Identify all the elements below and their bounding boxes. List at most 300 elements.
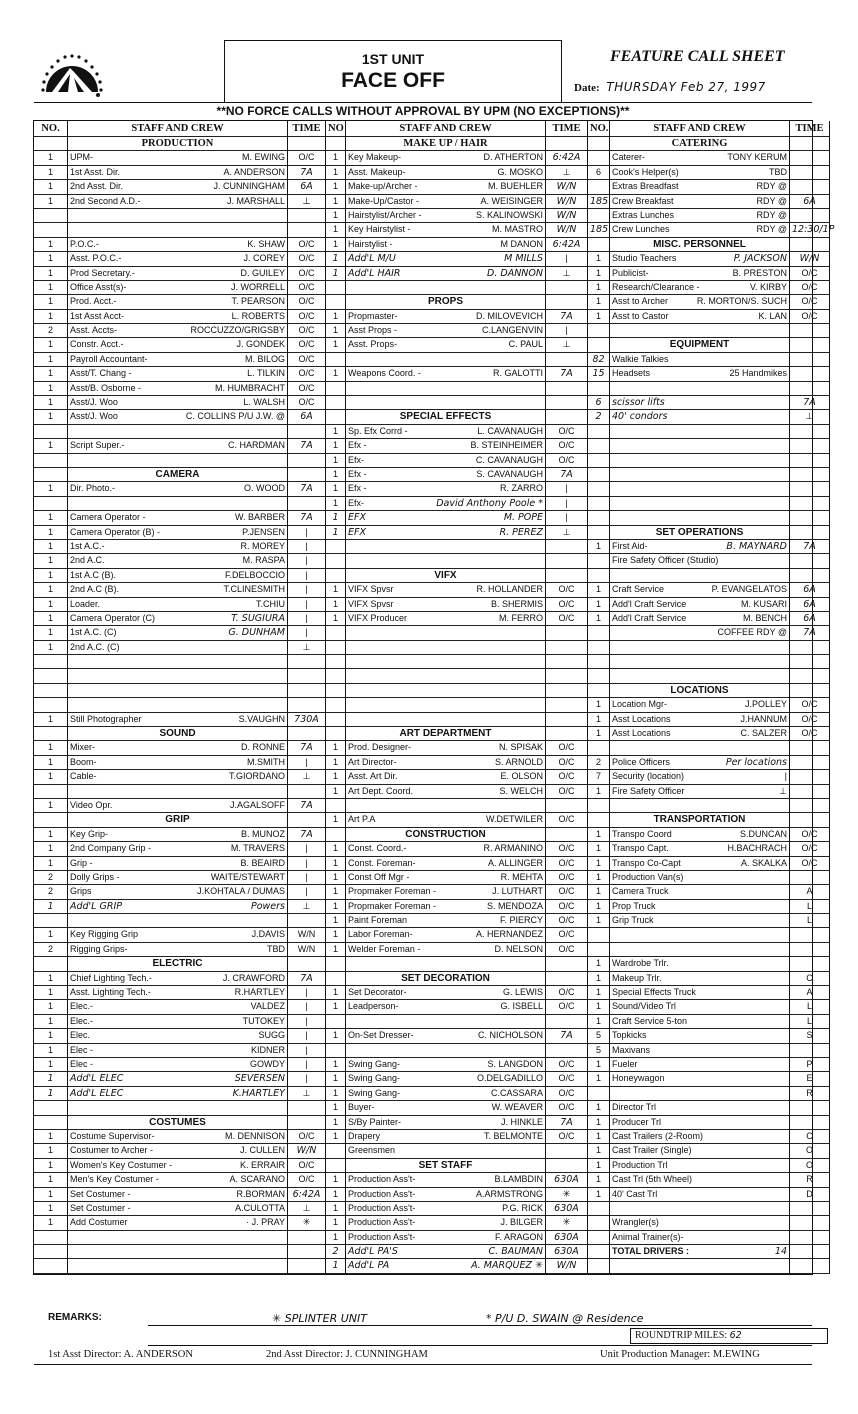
row-number xyxy=(34,957,68,971)
call-time: C xyxy=(790,972,830,986)
call-time: | xyxy=(288,1044,326,1058)
crew-entry xyxy=(68,195,288,209)
crew-count xyxy=(326,799,346,813)
crew-name: SEVERSEN xyxy=(234,1073,285,1085)
call-time: ⊥ xyxy=(546,338,588,352)
crew-name: G. DUNHAM xyxy=(228,627,285,639)
crew-name: D. RONNE xyxy=(240,742,285,753)
role-label: Animal Trainer(s)- xyxy=(612,1231,684,1242)
crew-count: 1 xyxy=(326,425,346,439)
crew-count: 1 xyxy=(326,1202,346,1216)
role-label: Hairstylist - xyxy=(348,238,393,249)
crew-entry xyxy=(610,382,790,396)
crew-name: L. CAVANAUGH xyxy=(477,425,543,436)
crew-name: R. GALOTTI xyxy=(492,368,543,379)
role-label: Asst/T. Chang - xyxy=(70,368,132,379)
call-time: O/C xyxy=(546,756,588,770)
crew-name: K. ERRAIR xyxy=(239,1159,285,1170)
crew-entry xyxy=(346,526,546,540)
crew-name: R. ARMANINO xyxy=(483,843,543,854)
crew-count: 1 xyxy=(326,598,346,612)
crew-entry xyxy=(68,267,288,281)
role-label: Swing Gang- xyxy=(348,1059,401,1069)
crew-entry xyxy=(610,295,790,309)
crew-entry xyxy=(346,338,546,352)
crew-count xyxy=(34,1245,68,1259)
crew-count xyxy=(326,1144,346,1158)
crew-entry xyxy=(610,569,790,583)
call-time xyxy=(288,223,326,237)
crew-count: 1 xyxy=(34,828,68,842)
call-time: | xyxy=(288,1058,326,1072)
call-time: 7A xyxy=(288,439,326,453)
crew-count: 1 xyxy=(588,828,610,842)
call-time: O/C xyxy=(546,871,588,885)
crew-count: 1 xyxy=(34,396,68,410)
crew-count: 1 xyxy=(34,857,68,871)
call-time xyxy=(790,511,830,525)
crew-entry xyxy=(610,497,790,511)
call-time xyxy=(546,727,588,741)
call-time: O/C xyxy=(288,1173,326,1187)
crew-count: 1 xyxy=(34,1173,68,1187)
crew-entry xyxy=(610,1216,790,1230)
crew-count: 1 xyxy=(588,871,610,885)
call-time xyxy=(790,957,830,971)
crew-name: M. BUEHLER xyxy=(487,181,543,192)
crew-count: 1 xyxy=(34,756,68,770)
crew-entry xyxy=(68,986,288,1000)
crew-count: 1 xyxy=(326,1087,346,1101)
crew-name: RDY @ xyxy=(756,181,787,192)
role-label: Key Grip- xyxy=(70,828,109,839)
row-number xyxy=(326,295,346,309)
crew-count: 1 xyxy=(34,713,68,727)
call-time xyxy=(790,497,830,511)
role-label: Caterer- xyxy=(612,152,646,163)
role-label: Greensmen xyxy=(348,1145,396,1156)
crew-name: R. HOLLANDER xyxy=(476,584,543,595)
call-time xyxy=(790,943,830,957)
crew-entry xyxy=(610,943,790,957)
remarks-rule xyxy=(148,1325,812,1326)
crew-entry xyxy=(68,295,288,309)
crew-entry xyxy=(610,741,790,755)
call-time: O/C xyxy=(546,770,588,784)
call-time xyxy=(790,468,830,482)
call-time xyxy=(288,209,326,223)
role-label: Art Director- xyxy=(348,756,397,767)
crew-name: J.HANNUM xyxy=(740,713,787,724)
crew-entry xyxy=(68,612,288,626)
crew-entry xyxy=(346,1044,546,1058)
remark-splinter-unit: ✳ SPLINTER UNIT xyxy=(272,1312,367,1325)
crew-entry xyxy=(68,1015,288,1029)
crew-name: R. ZARRO xyxy=(499,483,543,494)
call-time: 730A xyxy=(288,713,326,727)
crew-count: 1 xyxy=(34,1202,68,1216)
call-time xyxy=(288,669,326,683)
role-label: Costumer to Archer - xyxy=(70,1145,154,1156)
crew-name: C. HARDMAN xyxy=(227,440,285,451)
role-label: Camera Operator (C) xyxy=(70,612,156,623)
crew-name: K. LAN xyxy=(758,310,787,321)
call-time xyxy=(546,799,588,813)
crew-entry xyxy=(346,223,546,237)
role-label: Add'L PA xyxy=(348,1260,390,1272)
crew-name: J. MARSHALL xyxy=(226,195,285,206)
footer-rule xyxy=(34,1364,812,1365)
crew-entry xyxy=(68,1188,288,1202)
crew-name: A. SKALKA xyxy=(740,857,787,868)
crew-entry xyxy=(346,1130,546,1144)
section-header: SET OPERATIONS xyxy=(610,526,790,540)
call-time: O/C xyxy=(546,741,588,755)
row-number xyxy=(326,137,346,151)
crew-count xyxy=(326,1044,346,1058)
roundtrip-label: ROUNDTRIP MILES: xyxy=(635,1330,728,1341)
section-header: SPECIAL EFFECTS xyxy=(346,410,546,424)
call-time xyxy=(790,770,830,784)
row-number xyxy=(588,137,610,151)
crew-entry xyxy=(346,468,546,482)
crew-name: R.BORMAN xyxy=(236,1188,285,1199)
crew-entry xyxy=(610,324,790,338)
call-time: O/C xyxy=(546,439,588,453)
role-label: Elec - xyxy=(70,1059,94,1069)
row-number xyxy=(34,727,68,741)
crew-entry xyxy=(346,741,546,755)
crew-count: 1 xyxy=(326,1231,346,1245)
crew-entry xyxy=(610,669,790,683)
role-label: Extras Lunches xyxy=(612,209,675,220)
crew-entry xyxy=(346,310,546,324)
crew-count: 1 xyxy=(588,914,610,928)
crew-entry xyxy=(346,1101,546,1115)
crew-count: 1 xyxy=(34,770,68,784)
call-time xyxy=(288,655,326,669)
crew-count: 1 xyxy=(588,583,610,597)
call-time xyxy=(790,238,830,252)
call-time: W/N xyxy=(546,223,588,237)
crew-count xyxy=(326,540,346,554)
call-time xyxy=(288,1259,326,1273)
crew-count: 1 xyxy=(588,612,610,626)
crew-entry xyxy=(68,684,288,698)
crew-name: M DANON xyxy=(500,238,543,249)
crew-count: 1 xyxy=(34,180,68,194)
crew-entry xyxy=(68,238,288,252)
crew-name: C.CASSARA xyxy=(490,1087,543,1098)
crew-name: J. GONDEK xyxy=(236,339,285,350)
force-call-warning: **NO FORCE CALLS WITHOUT APPROVAL BY UPM (NO EXCEPTIONS)** xyxy=(216,104,630,118)
row-number xyxy=(588,238,610,252)
call-time: O/C xyxy=(546,785,588,799)
call-time: L xyxy=(790,914,830,928)
crew-entry xyxy=(610,209,790,223)
call-time: 7A xyxy=(288,741,326,755)
crew-entry xyxy=(346,166,546,180)
call-time: O/C xyxy=(288,382,326,396)
call-time: W/N xyxy=(288,1144,326,1158)
crew-count: 1 xyxy=(326,526,346,540)
section-header: PROPS xyxy=(346,295,546,309)
call-time: 7A xyxy=(546,1116,588,1130)
call-time: ✳ xyxy=(546,1188,588,1202)
crew-name: S.VAUGHN xyxy=(238,713,285,724)
call-time: ⊥ xyxy=(546,526,588,540)
crew-count: 1 xyxy=(34,1159,68,1173)
crew-count: 1 xyxy=(588,972,610,986)
call-time: | xyxy=(288,885,326,899)
call-time: 7A xyxy=(288,166,326,180)
role-label: 2nd Second A.D.- xyxy=(70,195,141,206)
call-time: 7A xyxy=(288,511,326,525)
call-time: 7A xyxy=(288,828,326,842)
crew-entry xyxy=(610,454,790,468)
role-label: Asst to Archer xyxy=(612,296,669,307)
call-time: O/C xyxy=(546,986,588,1000)
crew-entry xyxy=(68,1101,288,1115)
call-time xyxy=(546,828,588,842)
crew-name: G. MOSKO xyxy=(497,166,543,177)
crew-entry xyxy=(346,540,546,554)
call-time xyxy=(288,468,326,482)
crew-count xyxy=(588,928,610,942)
crew-count: 1 xyxy=(34,972,68,986)
role-label: Transpo Co-Capt xyxy=(612,857,681,868)
crew-count: 1 xyxy=(34,238,68,252)
role-label: Set Costumer - xyxy=(70,1188,131,1199)
role-label: Fueler xyxy=(612,1059,638,1069)
role-label: Asst/J. Woo xyxy=(70,411,118,422)
col-header-time: TIME xyxy=(288,121,326,137)
crew-entry xyxy=(68,770,288,784)
call-time xyxy=(288,425,326,439)
crew-count: 1 xyxy=(588,842,610,856)
call-time: 7A xyxy=(546,310,588,324)
call-time xyxy=(790,1101,830,1115)
role-label: Camera Operator - xyxy=(70,512,146,523)
crew-entry xyxy=(610,1159,790,1173)
crew-count: 1 xyxy=(326,238,346,252)
crew-entry xyxy=(346,396,546,410)
crew-entry xyxy=(68,1231,288,1245)
crew-entry xyxy=(346,454,546,468)
crew-count: 1 xyxy=(326,497,346,511)
crew-count: 1 xyxy=(588,986,610,1000)
role-label: Asst Props - xyxy=(348,325,398,336)
call-time xyxy=(790,641,830,655)
crew-entry xyxy=(610,1188,790,1202)
crew-count: 1 xyxy=(326,310,346,324)
crew-count: 1 xyxy=(34,1130,68,1144)
crew-count: 1 xyxy=(326,785,346,799)
role-label: Drapery xyxy=(348,1130,381,1141)
crew-entry xyxy=(346,914,546,928)
role-label: Art P.A xyxy=(348,814,376,825)
call-time xyxy=(288,684,326,698)
crew-name: J. CRAWFORD xyxy=(222,972,285,983)
crew-count: 1 xyxy=(34,1144,68,1158)
call-time: C xyxy=(790,1130,830,1144)
col-header-staff: STAFF AND CREW xyxy=(346,121,546,137)
crew-entry xyxy=(346,626,546,640)
crew-entry xyxy=(610,655,790,669)
crew-entry xyxy=(68,1202,288,1216)
crew-name: C. NICHOLSON xyxy=(477,1030,543,1041)
role-label: Asst/B. Osborne - xyxy=(70,382,142,393)
call-time: | xyxy=(288,526,326,540)
crew-entry xyxy=(68,151,288,165)
crew-entry xyxy=(346,1072,546,1086)
col-header-no: NO. xyxy=(588,121,610,137)
role-label: UPM- xyxy=(70,152,93,163)
crew-entry xyxy=(610,871,790,885)
crew-entry xyxy=(68,338,288,352)
role-label: Production Ass't- xyxy=(348,1174,416,1185)
row-number xyxy=(34,137,68,151)
crew-table xyxy=(33,120,835,1275)
crew-entry xyxy=(610,252,790,266)
role-label: Add'l Craft Service xyxy=(612,612,687,623)
crew-name: M. FERRO xyxy=(499,612,543,623)
crew-entry xyxy=(610,180,790,194)
col-header-time: TIME xyxy=(790,121,830,137)
crew-entry xyxy=(346,698,546,712)
crew-count xyxy=(588,454,610,468)
crew-count: 1 xyxy=(326,151,346,165)
crew-name: TUTOKEY xyxy=(242,1015,285,1026)
crew-name: 25 Handmikes xyxy=(729,368,787,379)
crew-name: S. CAVANAUGH xyxy=(476,468,543,479)
role-label: 40' condors xyxy=(612,411,668,423)
role-label: Cook's Helper(s) xyxy=(612,166,679,177)
crew-name: B. MUNOZ xyxy=(241,828,285,839)
crew-entry xyxy=(610,1044,790,1058)
col-header-staff: STAFF AND CREW xyxy=(610,121,790,137)
crew-count: 1 xyxy=(588,900,610,914)
role-label: Chief Lighting Tech.- xyxy=(70,972,152,983)
crew-entry xyxy=(610,1029,790,1043)
call-time: O/C xyxy=(546,1072,588,1086)
crew-name: A. SCARANO xyxy=(229,1174,285,1185)
call-time xyxy=(790,137,830,151)
role-label: Video Opr. xyxy=(70,799,113,810)
call-time: O/C xyxy=(288,281,326,295)
roundtrip-miles-box xyxy=(630,1328,828,1344)
crew-entry xyxy=(346,1058,546,1072)
crew-entry xyxy=(610,367,790,381)
call-time xyxy=(288,698,326,712)
crew-name: L. ROBERTS xyxy=(231,310,285,321)
crew-entry xyxy=(68,540,288,554)
crew-count: 1 xyxy=(326,252,346,266)
role-label: Fire Safety Officer (Studio) xyxy=(612,555,719,566)
role-label: Rigging Grips- xyxy=(70,943,128,954)
section-header: ELECTRIC xyxy=(68,957,288,971)
crew-entry xyxy=(610,1173,790,1187)
unit-label: 1ST UNIT xyxy=(361,51,425,67)
crew-count: 2 xyxy=(588,410,610,424)
crew-entry xyxy=(346,885,546,899)
role-label: Women's Key Costumer - xyxy=(70,1159,173,1170)
crew-entry xyxy=(68,353,288,367)
role-label: Weapons Coord. - xyxy=(348,368,421,379)
crew-name: S. WELCH xyxy=(499,785,543,796)
crew-entry xyxy=(68,1144,288,1158)
crew-count xyxy=(326,669,346,683)
crew-entry xyxy=(610,612,790,626)
crew-count xyxy=(588,324,610,338)
call-time: | xyxy=(288,1029,326,1043)
role-label: Const. Foreman- xyxy=(348,857,416,868)
crew-count: 1 xyxy=(588,252,610,266)
crew-entry xyxy=(68,497,288,511)
call-time xyxy=(790,785,830,799)
crew-count xyxy=(588,799,610,813)
call-time: O/C xyxy=(546,1130,588,1144)
crew-entry xyxy=(346,367,546,381)
crew-name: E. OLSON xyxy=(500,771,543,782)
call-time: 7A xyxy=(546,1029,588,1043)
crew-count: 1 xyxy=(326,367,346,381)
call-time xyxy=(790,338,830,352)
crew-entry xyxy=(346,195,546,209)
crew-entry xyxy=(68,914,288,928)
crew-name: A. ANDERSON xyxy=(223,166,285,177)
crew-entry xyxy=(68,583,288,597)
crew-count: 1 xyxy=(34,482,68,496)
crew-count: 2 xyxy=(34,324,68,338)
crew-entry xyxy=(68,1058,288,1072)
call-time: | xyxy=(546,324,588,338)
role-label: On-Set Dresser- xyxy=(348,1030,414,1041)
call-time: | xyxy=(288,626,326,640)
role-label: 40' Cast Trl xyxy=(612,1188,658,1199)
role-label: Asst. Art Dir. xyxy=(348,771,398,782)
role-label: 2nd A.C. xyxy=(70,555,105,566)
call-time: O/C xyxy=(790,281,830,295)
call-time: 7A xyxy=(790,396,830,410)
role-label: 2nd Company Grip - xyxy=(70,843,152,854)
role-label: Set Decorator- xyxy=(348,987,407,998)
call-time: O/C xyxy=(546,885,588,899)
crew-entry xyxy=(346,180,546,194)
crew-entry xyxy=(68,828,288,842)
date-label: Date: xyxy=(574,82,600,94)
crew-count xyxy=(34,914,68,928)
crew-count: 1 xyxy=(34,554,68,568)
call-time xyxy=(790,166,830,180)
call-time: W/N xyxy=(288,928,326,942)
crew-count: 1 xyxy=(588,1144,610,1158)
crew-entry xyxy=(346,209,546,223)
crew-name: M. KUSARI xyxy=(740,598,787,609)
crew-entry xyxy=(346,353,546,367)
role-label: Producer Trl xyxy=(612,1116,662,1127)
call-time: ⊥ xyxy=(790,410,830,424)
crew-count: 1 xyxy=(588,1116,610,1130)
role-label: Make-up/Archer - xyxy=(348,181,418,192)
crew-count: 1 xyxy=(588,281,610,295)
crew-count: 1 xyxy=(588,310,610,324)
crew-count: 2 xyxy=(34,885,68,899)
call-time: ✳ xyxy=(546,1216,588,1230)
call-time: O/C xyxy=(546,943,588,957)
crew-entry xyxy=(68,569,288,583)
crew-count xyxy=(588,626,610,640)
